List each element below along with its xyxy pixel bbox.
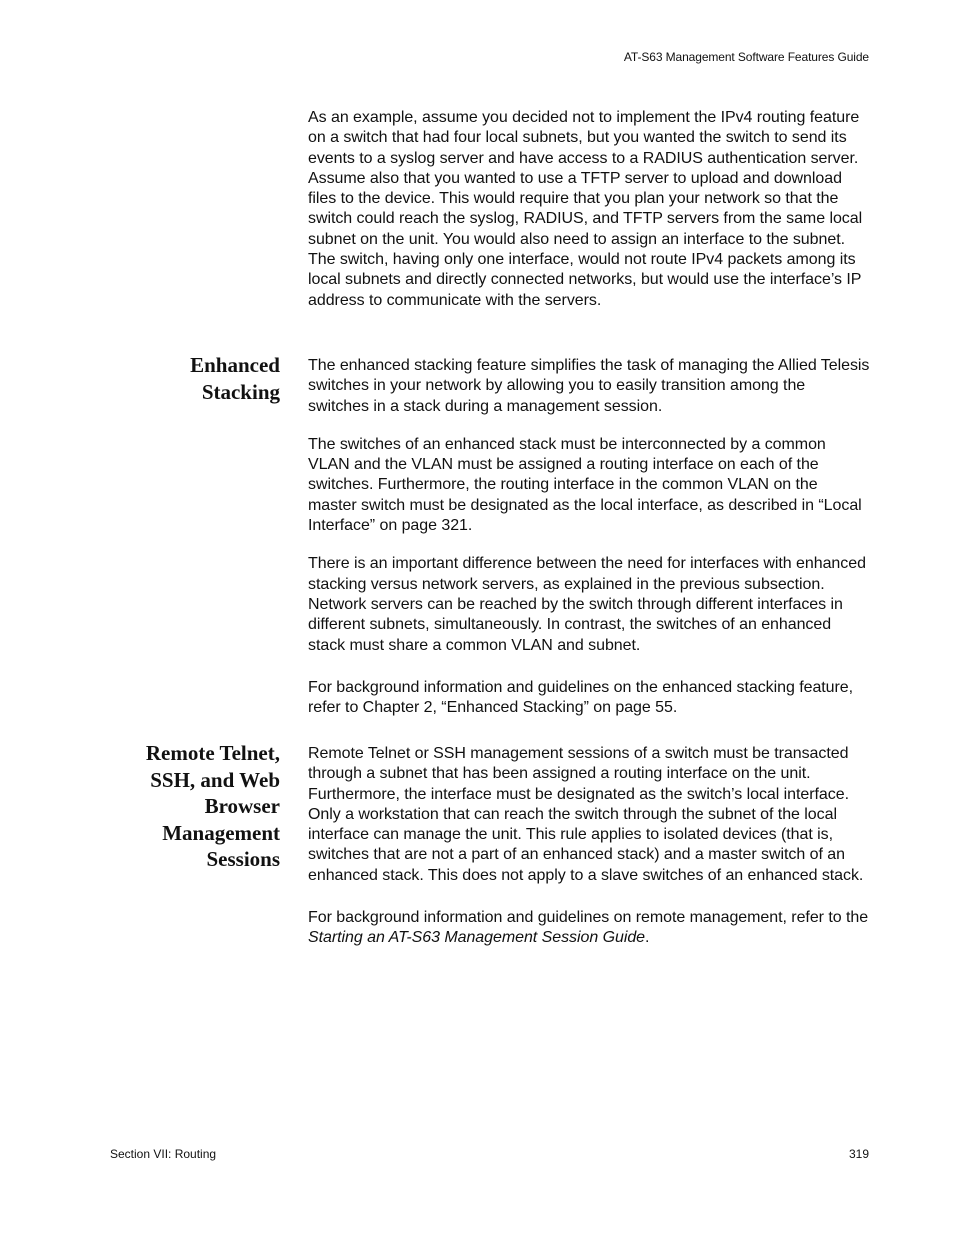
body-paragraph: For background information and guidelines on the enhanced stacking feature, refer to Chapter 2, “Enhanced Stacking” on page 55. — [308, 678, 854, 717]
body-paragraph: There is an important difference between the need for interfaces with enhanced stacking versus network servers, as explained in the previous subsection. Network servers can be reached by the switch through different interfaces in different subnets, simultaneously. In contrast, the switches of an enhanced stack must share a common VLAN and subnet. — [308, 555, 866, 654]
remote-sessions-body — [308, 744, 870, 967]
heading-line: Browser — [204, 794, 280, 818]
footer-section: Section VII: Routing — [110, 1147, 217, 1161]
body-paragraph: Remote Telnet or SSH management sessions of a switch must be transacted through a subnet that has been assigned a routing interface on the unit. Furthermore, the interface must be designated as the switch’s local interface. Only a workstation that can reach the switch through the subnet of the local interface can manage the unit. This rule applies to isolated devices (that is, switches that are not a part of an enhanced stack) and a master switch of an enhanced stack. This does not apply to a slave switches of an enhanced stack. — [308, 745, 864, 884]
page-number: 319 — [848, 1147, 869, 1161]
heading-line: Stacking — [201, 379, 280, 404]
remote-sessions-heading — [110, 740, 280, 873]
guide-title: Starting an AT-S63 Management Session Guide — [308, 929, 646, 947]
heading-line: Enhanced — [190, 353, 280, 377]
enhanced-stacking-body — [308, 356, 870, 736]
text-run: For background information and guidelines on remote management, refer to the — [308, 909, 869, 927]
heading-line: Sessions — [206, 847, 280, 871]
intro-paragraph: As an example, assume you decided not to implement the IPv4 routing feature on a switch that had four local subnets, but you wanted the switch to send its events to a syslog server and have access to a RADIUS authentication server. Assume also that you wanted to use a TFTP server to upload and download files to the device. This would require that you plan your network so that the switch could reach the syslog, RADIUS, and TFTP servers from the same local subnet on the unit. You would also need to assign an interface to the subnet. The switch, having only one interface, would not route IPv4 packets among its local subnets and directly connected networks, but would use the interface’s IP address to communicate with the servers. — [308, 109, 863, 309]
body-paragraph: The enhanced stacking feature simplifies the task of managing the Allied Telesis switches in your network by allowing you to easily transition among the switches in a stack during a management session. — [308, 357, 870, 415]
running-header: AT-S63 Management Software Features Guide — [623, 50, 869, 64]
text-run: . — [645, 929, 650, 947]
body-paragraph — [308, 908, 870, 949]
body-paragraph: The switches of an enhanced stack must be interconnected by a common VLAN and the VLAN must be assigned a routing interface on each of the switches. Furthermore, the routing interface in the common VLAN on the master switch must be designated as the local interface, as described in “Local Interface” on page 321. — [308, 435, 862, 535]
heading-line: Management — [162, 820, 280, 845]
heading-line: SSH, and Web — [150, 767, 280, 792]
heading-line: Remote Telnet, — [145, 741, 280, 765]
intro-section — [308, 108, 870, 329]
enhanced-stacking-heading — [110, 352, 280, 405]
